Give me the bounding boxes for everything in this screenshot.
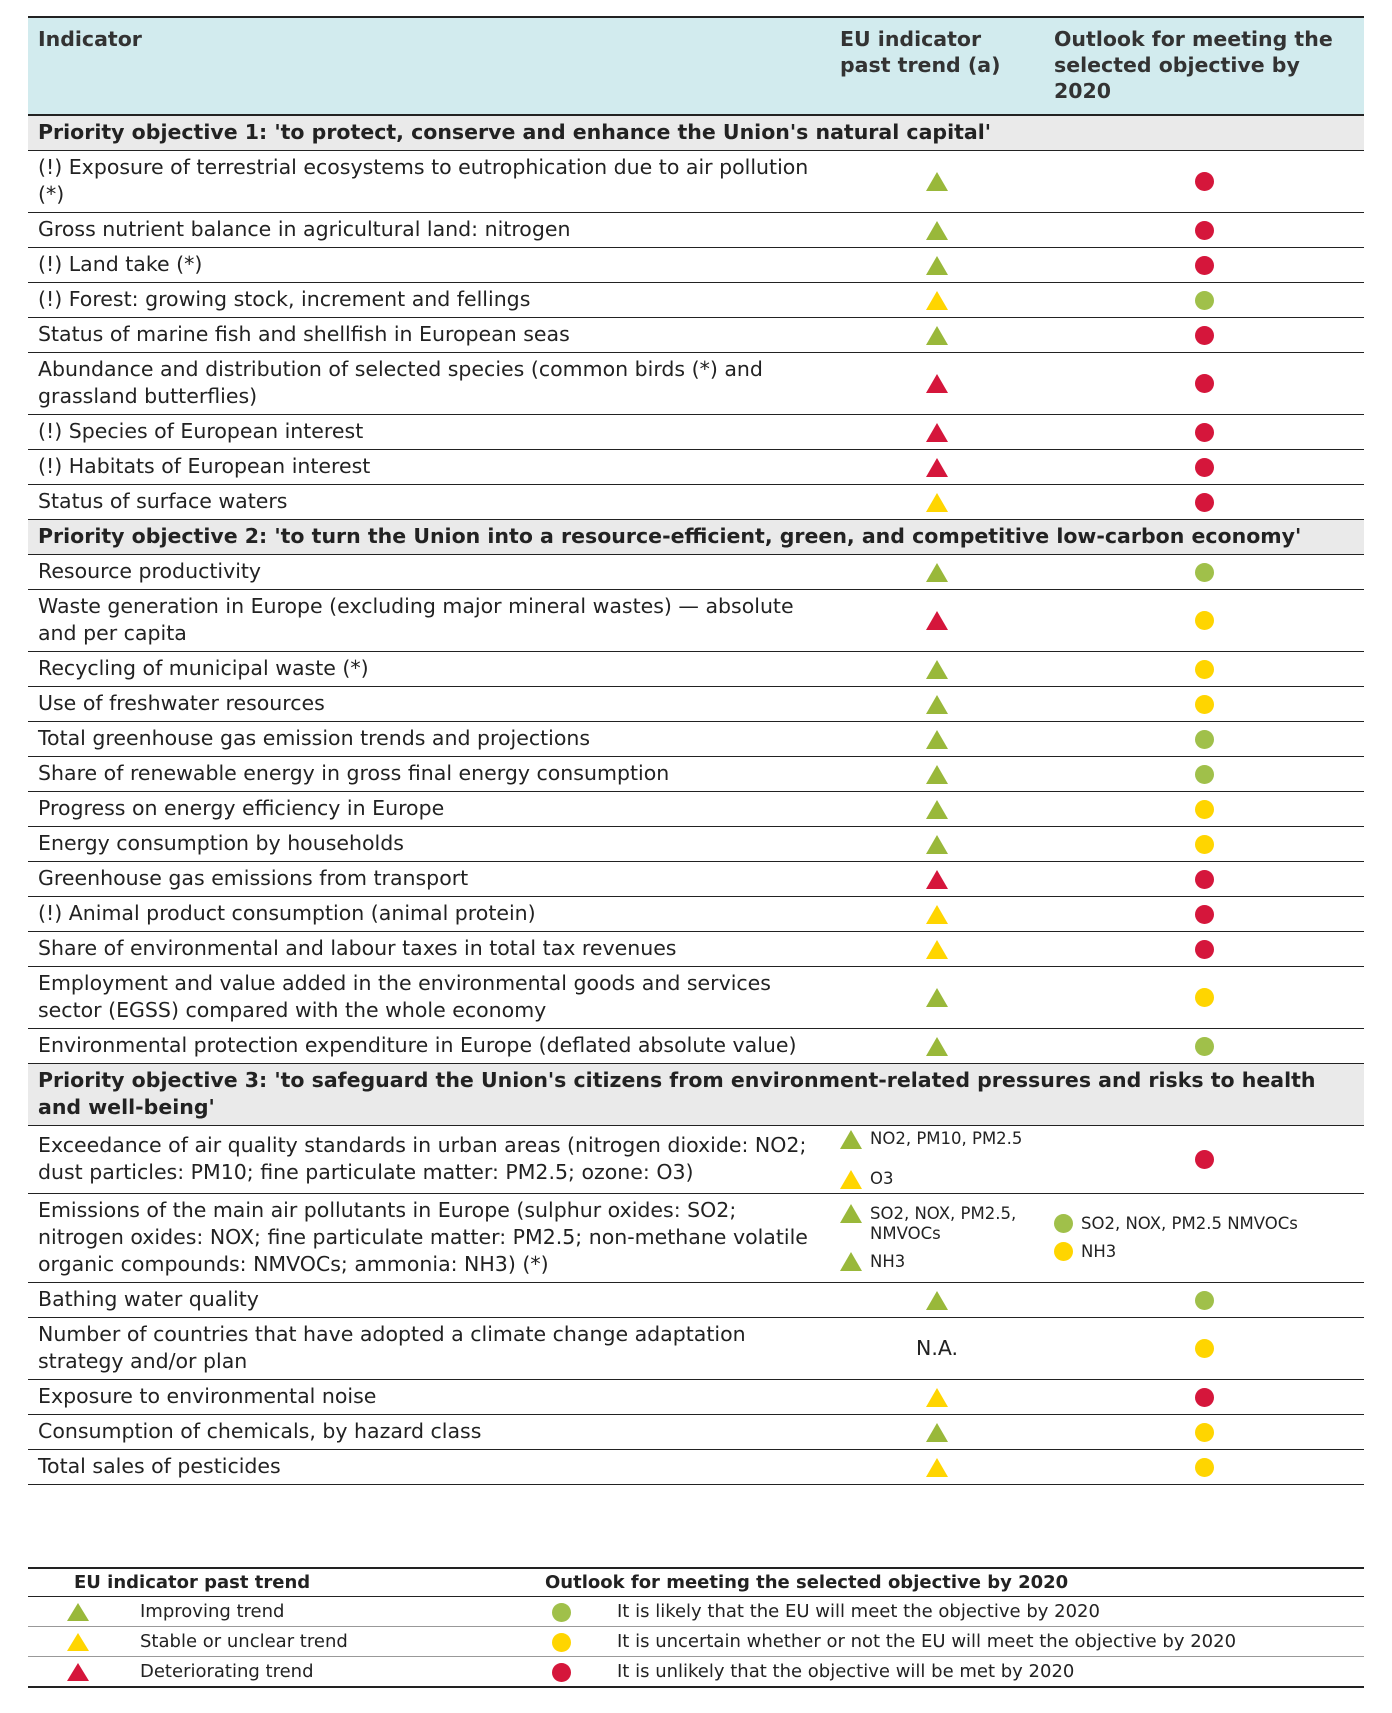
trend-cell: [830, 248, 1044, 283]
yellow-outlook-dot-icon: [1195, 660, 1214, 679]
table-row: [28, 792, 1364, 827]
trend-cell: [830, 485, 1044, 520]
outlook-cell: [1044, 687, 1364, 722]
trend-cell: [830, 450, 1044, 485]
trend-cell: [830, 1318, 1044, 1380]
indicator-label: Progress on energy efficiency in Europe: [28, 792, 830, 827]
legend-trend-label: Improving trend: [140, 1601, 285, 1622]
priority-objective-row: [28, 115, 1364, 151]
table-header-row: [28, 17, 1364, 115]
outlook-cell: [1044, 1415, 1364, 1450]
trend-substances: [840, 1204, 1034, 1272]
table-row: [28, 967, 1364, 1029]
indicator-label: Share of environmental and labour taxes in total tax revenues: [28, 932, 830, 967]
outlook-substances: [1054, 1214, 1354, 1262]
red-outlook-dot-icon: [1195, 905, 1214, 924]
trend-cell: [830, 415, 1044, 450]
header-indicator: Indicator: [28, 17, 830, 115]
yellow-outlook-dot-icon: [1054, 1242, 1073, 1261]
trend-cell: [830, 687, 1044, 722]
legend-outlook-label: It is unlikely that the objective will be met by 2020: [617, 1661, 1075, 1682]
table-row: [28, 318, 1364, 353]
indicator-label: Environmental protection expenditure in Europe (deflated absolute value): [28, 1029, 830, 1064]
priority-objective-title: Priority objective 3: 'to safeguard the Union's citizens from environment-related pressures and risks to health and well-being': [28, 1064, 1364, 1126]
trend-cell: [830, 1450, 1044, 1485]
yellow-outlook-dot-icon: [1195, 611, 1214, 630]
outlook-cell: [1044, 757, 1364, 792]
indicator-label: Abundance and distribution of selected species (common birds (*) and grassland butterflies): [28, 353, 830, 415]
table-row: [28, 485, 1364, 520]
green-trend-triangle-icon: [926, 730, 948, 749]
red-outlook-dot-icon: [1195, 423, 1214, 442]
green-trend-triangle-icon: [926, 1037, 948, 1056]
trend-cell: [830, 967, 1044, 1029]
trend-na-text: N.A.: [915, 1335, 959, 1360]
yellow-outlook-dot-icon: [1195, 1423, 1214, 1442]
legend-outlook-label: It is uncertain whether or not the EU will meet the objective by 2020: [617, 1631, 1237, 1652]
table-row: [28, 555, 1364, 590]
indicator-label: (!) Animal product consumption (animal protein): [28, 897, 830, 932]
indicator-label: (!) Forest: growing stock, increment and fellings: [28, 283, 830, 318]
green-trend-triangle-icon: [926, 172, 948, 191]
table-row: [28, 248, 1364, 283]
indicator-label: Energy consumption by households: [28, 827, 830, 862]
trend-cell: [830, 1126, 1044, 1194]
indicator-label: Total greenhouse gas emission trends and projections: [28, 722, 830, 757]
green-outlook-dot-icon: [1195, 563, 1214, 582]
deteriorating-trend-icon: [67, 1663, 89, 1681]
green-trend-triangle-icon: [926, 1423, 948, 1442]
table-row: [28, 932, 1364, 967]
green-outlook-dot-icon: [1195, 1037, 1214, 1056]
outlook-cell: [1044, 248, 1364, 283]
table-row: [28, 1194, 1364, 1283]
green-trend-triangle-icon: [926, 563, 948, 582]
indicator-label: (!) Exposure of terrestrial ecosystems to eutrophication due to air pollution (*): [28, 151, 830, 213]
green-trend-triangle-icon: [926, 835, 948, 854]
trend-cell: [830, 1283, 1044, 1318]
red-outlook-dot-icon: [1195, 1150, 1214, 1169]
outlook-cell: [1044, 722, 1364, 757]
outlook-cell: [1044, 318, 1364, 353]
outlook-cell: [1044, 1126, 1364, 1194]
indicator-label: Status of surface waters: [28, 485, 830, 520]
green-outlook-dot-icon: [1195, 730, 1214, 749]
red-trend-triangle-icon: [926, 374, 948, 393]
outlook-cell: [1044, 353, 1364, 415]
indicator-label: Share of renewable energy in gross final energy consumption: [28, 757, 830, 792]
table-row: [28, 1380, 1364, 1415]
red-outlook-dot-icon: [1195, 326, 1214, 345]
legend-row: [28, 1627, 1364, 1657]
indicator-label: Gross nutrient balance in agricultural land: nitrogen: [28, 213, 830, 248]
yellow-outlook-dot-icon: [1195, 835, 1214, 854]
green-trend-triangle-icon: [840, 1130, 862, 1149]
outlook-cell: [1044, 1283, 1364, 1318]
green-trend-triangle-icon: [926, 765, 948, 784]
legend-header: [28, 1569, 1364, 1597]
yellow-trend-triangle-icon: [926, 905, 948, 924]
header-outlook: Outlook for meeting the selected objective by 2020: [1044, 17, 1364, 115]
indicator-label: Number of countries that have adopted a climate change adaptation strategy and/or plan: [28, 1318, 830, 1380]
indicator-label: Resource productivity: [28, 555, 830, 590]
trend-cell: [830, 555, 1044, 590]
outlook-cell: [1044, 450, 1364, 485]
trend-cell: [830, 932, 1044, 967]
outlook-cell: [1044, 827, 1364, 862]
indicator-table: [28, 16, 1364, 1485]
red-trend-triangle-icon: [926, 611, 948, 630]
green-trend-triangle-icon: [926, 800, 948, 819]
outlook-cell: [1044, 932, 1364, 967]
table-row: [28, 1318, 1364, 1380]
table-row: [28, 283, 1364, 318]
red-outlook-dot-icon: [1195, 172, 1214, 191]
table-row: [28, 1283, 1364, 1318]
outlook-cell: [1044, 967, 1364, 1029]
trend-substance-line-text: SO2, NOX, PM2.5, NMVOCs: [870, 1203, 1017, 1243]
legend-trend-title: EU indicator past trend: [74, 1572, 311, 1593]
yellow-trend-triangle-icon: [926, 940, 948, 959]
trend-substance-line: [840, 1204, 1034, 1244]
legend-outlook-label: It is likely that the EU will meet the objective by 2020: [617, 1601, 1100, 1622]
indicator-table-container: [28, 16, 1364, 1485]
green-outlook-dot-icon: [1195, 765, 1214, 784]
trend-cell: [830, 1194, 1044, 1283]
outlook-cell: [1044, 213, 1364, 248]
indicator-label: Recycling of municipal waste (*): [28, 652, 830, 687]
red-trend-triangle-icon: [926, 423, 948, 442]
table-row: [28, 897, 1364, 932]
table-row: [28, 1450, 1364, 1485]
green-trend-triangle-icon: [926, 695, 948, 714]
trend-cell: [830, 151, 1044, 213]
indicator-label: Consumption of chemicals, by hazard class: [28, 1415, 830, 1450]
indicator-label: (!) Habitats of European interest: [28, 450, 830, 485]
trend-cell: [830, 722, 1044, 757]
outlook-cell: [1044, 1318, 1364, 1380]
yellow-trend-triangle-icon: [926, 1388, 948, 1407]
trend-cell: [830, 1415, 1044, 1450]
green-trend-triangle-icon: [926, 988, 948, 1007]
trend-substance-line-text: O3: [870, 1169, 894, 1188]
outlook-substance-line: [1054, 1214, 1354, 1234]
trend-cell: [830, 1029, 1044, 1064]
legend-row: [28, 1657, 1364, 1686]
yellow-outlook-dot-icon: [1195, 1339, 1214, 1358]
indicator-label: Total sales of pesticides: [28, 1450, 830, 1485]
outlook-cell: [1044, 897, 1364, 932]
table-row: [28, 687, 1364, 722]
green-outlook-dot-icon: [1054, 1214, 1073, 1233]
trend-substance-line: [840, 1129, 1034, 1149]
header-trend-label: EU indicator past trend (a): [840, 27, 1001, 77]
trend-cell: [830, 318, 1044, 353]
red-outlook-dot-icon: [1195, 458, 1214, 477]
yellow-trend-triangle-icon: [926, 291, 948, 310]
table-row: [28, 1126, 1364, 1194]
outlook-substance-line: [1054, 1242, 1354, 1262]
green-outlook-dot-icon: [1195, 1291, 1214, 1310]
outlook-cell: [1044, 862, 1364, 897]
priority-objective-title: Priority objective 1: 'to protect, conserve and enhance the Union's natural capital': [28, 115, 1364, 151]
yellow-outlook-dot-icon: [1195, 800, 1214, 819]
table-row: [28, 1415, 1364, 1450]
yellow-trend-triangle-icon: [840, 1170, 862, 1189]
trend-substances: [840, 1129, 1034, 1189]
table-row: [28, 827, 1364, 862]
table-row: [28, 151, 1364, 213]
outlook-cell: [1044, 485, 1364, 520]
yellow-outlook-dot-icon: [1195, 988, 1214, 1007]
legend-row: [28, 1597, 1364, 1627]
outlook-substance-line-text: SO2, NOX, PM2.5 NMVOCs: [1081, 1213, 1298, 1233]
trend-substance-line: [840, 1169, 1034, 1189]
trend-substance-line-text: NO2, PM10, PM2.5: [870, 1129, 1023, 1148]
uncertain-outlook-icon: [552, 1633, 571, 1652]
table-row: [28, 862, 1364, 897]
likely-outlook-icon: [552, 1603, 571, 1622]
green-trend-triangle-icon: [840, 1204, 862, 1223]
outlook-cell: [1044, 415, 1364, 450]
trend-cell: [830, 1380, 1044, 1415]
trend-cell: [830, 213, 1044, 248]
indicator-label: Exposure to environmental noise: [28, 1380, 830, 1415]
legend: [28, 1567, 1364, 1688]
green-trend-triangle-icon: [840, 1252, 862, 1271]
outlook-cell: [1044, 1029, 1364, 1064]
priority-objective-row: [28, 520, 1364, 555]
red-outlook-dot-icon: [1195, 870, 1214, 889]
indicator-label: Employment and value added in the environmental goods and services sector (EGSS) compared with the whole economy: [28, 967, 830, 1029]
outlook-cell: [1044, 1194, 1364, 1283]
indicator-label: Use of freshwater resources: [28, 687, 830, 722]
indicator-label: (!) Land take (*): [28, 248, 830, 283]
indicator-label: Waste generation in Europe (excluding major mineral wastes) — absolute and per capita: [28, 590, 830, 652]
trend-cell: [830, 897, 1044, 932]
yellow-outlook-dot-icon: [1195, 1458, 1214, 1477]
table-body: [28, 115, 1364, 1485]
yellow-trend-triangle-icon: [926, 493, 948, 512]
outlook-cell: [1044, 555, 1364, 590]
green-outlook-dot-icon: [1195, 291, 1214, 310]
priority-objective-row: [28, 1064, 1364, 1126]
trend-cell: [830, 652, 1044, 687]
outlook-cell: [1044, 1380, 1364, 1415]
trend-cell: [830, 827, 1044, 862]
yellow-outlook-dot-icon: [1195, 695, 1214, 714]
trend-cell: [830, 353, 1044, 415]
trend-cell: [830, 283, 1044, 318]
table-row: [28, 415, 1364, 450]
outlook-cell: [1044, 652, 1364, 687]
indicator-label: Status of marine fish and shellfish in European seas: [28, 318, 830, 353]
indicator-label: (!) Species of European interest: [28, 415, 830, 450]
trend-substance-line: [840, 1252, 1034, 1272]
legend-outlook-title: Outlook for meeting the selected objective by 2020: [545, 1572, 1069, 1593]
outlook-cell: [1044, 590, 1364, 652]
table-row: [28, 590, 1364, 652]
green-trend-triangle-icon: [926, 660, 948, 679]
legend-trend-label: Deteriorating trend: [140, 1661, 314, 1682]
green-trend-triangle-icon: [926, 1291, 948, 1310]
table-row: [28, 757, 1364, 792]
red-outlook-dot-icon: [1195, 374, 1214, 393]
outlook-substance-line-text: NH3: [1081, 1241, 1117, 1261]
outlook-cell: [1044, 151, 1364, 213]
red-outlook-dot-icon: [1195, 256, 1214, 275]
green-trend-triangle-icon: [926, 326, 948, 345]
green-trend-triangle-icon: [926, 256, 948, 275]
red-outlook-dot-icon: [1195, 493, 1214, 512]
unlikely-outlook-icon: [552, 1663, 571, 1682]
trend-cell: [830, 757, 1044, 792]
trend-cell: [830, 792, 1044, 827]
stable-trend-icon: [67, 1633, 89, 1651]
indicator-label: Emissions of the main air pollutants in Europe (sulphur oxides: SO2; nitrogen oxides: NOX; fine particulate matter: PM2.5; non-methane volatile organic compounds: NMVOCs; ammonia: NH3) (*): [28, 1194, 830, 1283]
trend-cell: [830, 862, 1044, 897]
indicator-label: Greenhouse gas emissions from transport: [28, 862, 830, 897]
trend-substance-line-text: NH3: [870, 1251, 906, 1271]
table-row: [28, 652, 1364, 687]
red-outlook-dot-icon: [1195, 221, 1214, 240]
table-row: [28, 722, 1364, 757]
outlook-cell: [1044, 792, 1364, 827]
green-trend-triangle-icon: [926, 221, 948, 240]
indicator-label: Bathing water quality: [28, 1283, 830, 1318]
legend-trend-label: Stable or unclear trend: [140, 1631, 348, 1652]
outlook-cell: [1044, 283, 1364, 318]
improving-trend-icon: [67, 1603, 89, 1621]
table-row: [28, 353, 1364, 415]
red-trend-triangle-icon: [926, 458, 948, 477]
trend-cell: [830, 590, 1044, 652]
red-trend-triangle-icon: [926, 870, 948, 889]
red-outlook-dot-icon: [1195, 940, 1214, 959]
table-row: [28, 213, 1364, 248]
indicator-label: Exceedance of air quality standards in urban areas (nitrogen dioxide: NO2; dust particles: PM10; fine particulate matter: PM2.5; ozone: O3): [28, 1126, 830, 1194]
table-row: [28, 450, 1364, 485]
header-trend: [830, 17, 1044, 115]
priority-objective-title: Priority objective 2: 'to turn the Union into a resource-efficient, green, and competitive low-carbon economy': [28, 520, 1364, 555]
yellow-trend-triangle-icon: [926, 1458, 948, 1477]
table-row: [28, 1029, 1364, 1064]
outlook-cell: [1044, 1450, 1364, 1485]
red-outlook-dot-icon: [1195, 1388, 1214, 1407]
